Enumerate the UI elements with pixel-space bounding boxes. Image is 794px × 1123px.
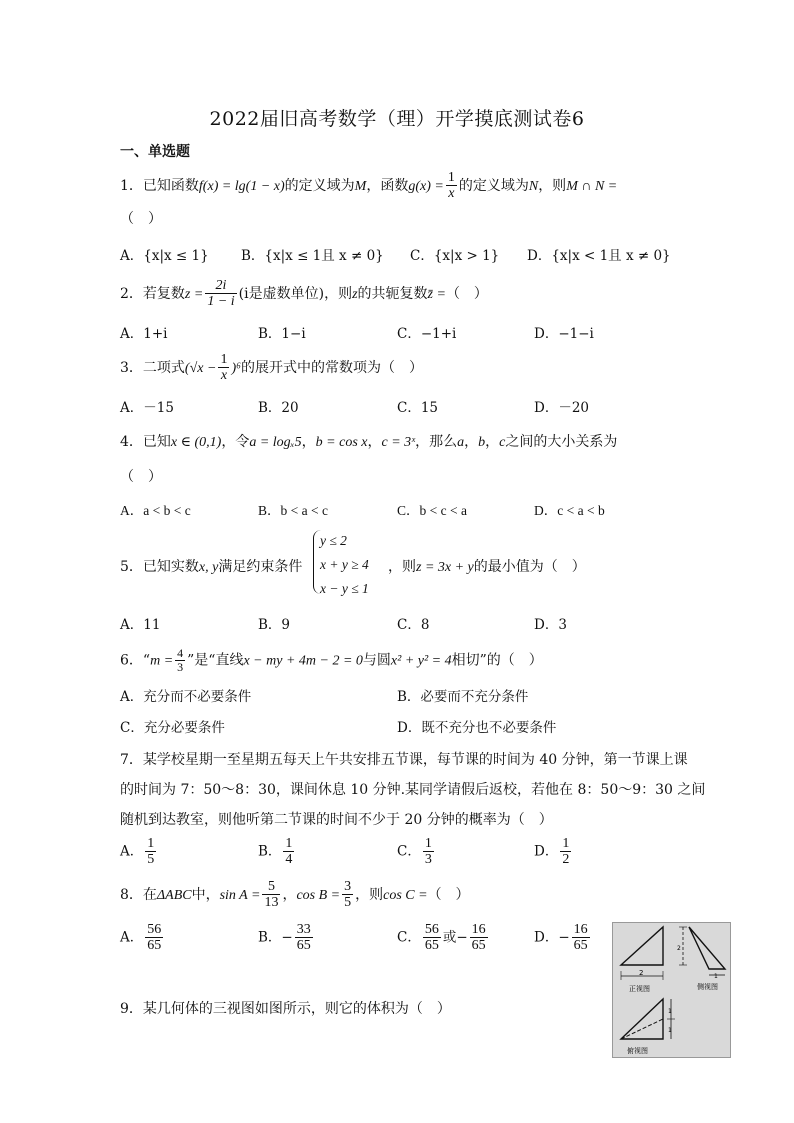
q1-option-b[interactable]: B．{x|x ≤ 1且 x ≠ 0} [241, 248, 384, 264]
option-fraction [295, 922, 313, 954]
q2-paren: （ ） [445, 285, 488, 302]
q3-power: )⁶ [231, 360, 241, 376]
three-view-drawing [613, 923, 730, 1057]
fraction-numerator: 5 [267, 879, 275, 894]
q5-objective: z = 3x + y [416, 560, 474, 575]
fraction-denominator: 3 [177, 660, 184, 675]
page-title: 2022届旧高考数学（理）开学摸底测试卷6 [209, 108, 585, 130]
q5-text: 的最小值为（ ） [473, 559, 586, 575]
q4-option-b[interactable]: B．b < a < c [258, 503, 328, 518]
fraction-denominator: 4 [285, 852, 293, 868]
q8-text: 8．在 [120, 886, 157, 903]
q1-text: 的定义域为 [458, 177, 529, 194]
q5-option-c[interactable]: C．8 [397, 617, 430, 633]
question-5-lead [120, 556, 302, 576]
q6-text: 6．“ [120, 652, 151, 669]
option-fraction [145, 836, 156, 868]
option-fraction [423, 922, 441, 954]
q7-option-c[interactable] [397, 836, 436, 868]
q8-text: ，则 [355, 886, 384, 903]
q5-option-b[interactable]: B．9 [258, 617, 291, 633]
q3-option-c[interactable]: C．15 [397, 400, 439, 416]
fraction-denominator: 65 [147, 938, 162, 954]
question-4 [120, 431, 617, 451]
q4-text: 4．已知 [120, 434, 171, 450]
q8-cos: cos B = [296, 887, 341, 903]
q4-text: ，那么 [415, 434, 458, 450]
q1-text: ，函数 [366, 177, 409, 194]
q7-option-d[interactable] [534, 836, 573, 868]
fraction-numerator: 16 [471, 922, 486, 937]
q5-option-d[interactable]: D．3 [534, 617, 567, 633]
q6-m: m = [150, 653, 174, 669]
q4-option-c[interactable]: C．b < c < a [397, 503, 467, 518]
q8-option-d[interactable] [534, 922, 592, 954]
q1-func-g: g(x) = [408, 178, 444, 194]
question-7-line-1: 7．某学校星期一至星期五每天上午共安排五节课，每节课的时间为 40 分钟，第一节课上课 [120, 752, 688, 768]
fraction-denominator: 65 [424, 938, 439, 954]
q4-c-def: c = 3ˣ [381, 435, 416, 450]
q1-func-f: f(x) = lg(1 − x) [198, 178, 285, 194]
q4-text: ， [485, 434, 500, 450]
q2-option-b[interactable]: B．1−i [258, 326, 306, 342]
side-width-label: 1 [714, 973, 718, 980]
option-fraction [560, 836, 571, 868]
option-fraction [423, 836, 434, 868]
question-7-line-3: 随机到达教室，则他听第二节课的时间不少于 20 分钟的概率为（ ） [120, 812, 553, 828]
q1-paren: （ ） [120, 211, 162, 227]
q4-var: a [457, 435, 465, 450]
q1-set-m: M [354, 178, 367, 194]
fraction-numerator: 1 [424, 836, 432, 851]
q2-text: 的共轭复数 [357, 285, 428, 302]
q1-set-n: N [528, 178, 539, 194]
q4-b-def: b = cos x [315, 435, 368, 450]
height-label: 2 [677, 945, 681, 952]
question-6 [120, 647, 543, 674]
fraction-numerator: 33 [296, 922, 311, 937]
question-9: 9．某几何体的三视图如图所示，则它的体积为（ ） [120, 1001, 451, 1017]
option-label: D．− [534, 929, 570, 946]
question-8 [120, 879, 470, 911]
fraction-numerator: 3 [344, 879, 352, 894]
q8-paren: （ ） [427, 886, 470, 903]
fraction-denominator: 5 [344, 895, 352, 911]
fraction-denominator: 5 [147, 852, 155, 868]
option-fraction [145, 922, 163, 954]
fraction-denominator: 65 [471, 938, 486, 954]
q2-text: 2．若复数 [120, 285, 185, 302]
q3-binomial: (√x − [184, 360, 217, 376]
option-fraction [572, 922, 590, 954]
front-view-label: 正视图 [629, 985, 650, 993]
q2-option-d[interactable]: D．−1−i [534, 326, 594, 342]
q5-vars: x, y [198, 560, 219, 575]
q1-fraction [446, 170, 457, 202]
q2-conjugate: z̄ = [427, 286, 446, 302]
question-3 [120, 352, 423, 384]
q6-fraction [175, 647, 185, 674]
q2-fraction [205, 278, 236, 310]
q6-text: 相切”的（ ） [451, 652, 543, 669]
q4-var: b [478, 435, 486, 450]
q5-text: 5．已知实数 [120, 559, 199, 575]
fraction-numerator: 1 [285, 836, 293, 851]
option-connector: 或− [442, 929, 468, 946]
side-view-label: 侧视图 [697, 983, 718, 991]
q6-text: 与圆 [362, 652, 391, 669]
q4-text: 之间的大小关系为 [505, 434, 618, 450]
q5-constraint-system [313, 530, 384, 594]
q1-text: 的定义域为 [284, 177, 355, 194]
q6-option-b[interactable]: B．必要而不充分条件 [397, 689, 529, 705]
q8-option-a[interactable] [120, 922, 165, 954]
q8-option-c[interactable] [397, 922, 490, 954]
question-7-line-2: 的时间为 7：50～8：30，课间休息 10 分钟.某同学请假后返校，若他在 8：50～9：30 之间 [120, 782, 706, 798]
fraction-numerator: 1 [447, 170, 455, 185]
option-label: A． [120, 929, 144, 946]
q3-fraction [218, 352, 229, 384]
fraction-numerator: 56 [424, 922, 439, 937]
q1-text: 1．已知函数 [120, 177, 199, 194]
fraction-denominator: x [446, 185, 457, 201]
front-width-label: 2 [639, 969, 644, 977]
q7-option-b[interactable] [258, 836, 296, 868]
fraction-numerator: 2i [215, 278, 227, 293]
option-label: B． [258, 843, 282, 860]
side-view-triangle [689, 927, 725, 969]
q4-domain: x ∈ (0,1) [170, 435, 222, 450]
q2-text: (i是虚数单位)，则 [238, 285, 353, 302]
question-5-tail [388, 556, 586, 576]
fraction-denominator: 1 − i [207, 294, 235, 310]
q6-option-d[interactable]: D．既不充分也不必要条件 [397, 720, 557, 736]
q8-fraction [342, 879, 353, 911]
option-label: D． [534, 843, 559, 860]
q2-z: z = [184, 286, 204, 302]
fraction-denominator: 3 [424, 852, 432, 868]
fraction-numerator: 4 [177, 646, 184, 660]
q1-option-d[interactable]: D．{x|x < 1且 x ≠ 0} [527, 248, 671, 264]
q8-text: 中， [191, 886, 220, 903]
fraction-numerator: 16 [573, 922, 588, 937]
q5-constraint: x − y ≤ 1 [320, 581, 369, 596]
section-heading: 一、单选题 [120, 144, 190, 160]
q6-text: ”是“直线 [187, 652, 244, 669]
three-view-figure [612, 922, 731, 1058]
q1-intersection: M ∩ N = [566, 178, 618, 194]
option-fraction [470, 922, 488, 954]
q6-option-a[interactable]: A．充分而不必要条件 [120, 689, 252, 705]
option-label: C． [397, 843, 421, 860]
fraction-denominator: 65 [573, 938, 588, 954]
q4-option-a[interactable]: A．a < b < c [120, 503, 191, 518]
q4-paren: （ ） [120, 469, 162, 485]
q5-constraint: x + y ≥ 4 [320, 557, 369, 572]
q8-triangle: ΔABC [156, 887, 192, 903]
option-label: C． [397, 929, 421, 946]
q6-circle-eq: x² + y² = 4 [390, 653, 452, 669]
q3-text: 3．二项式 [120, 359, 185, 376]
q1-option-a[interactable]: A．{x|x ≤ 1} [120, 248, 209, 264]
fraction-denominator: 2 [562, 852, 570, 868]
q4-text: ， [367, 434, 382, 450]
option-label: B．− [258, 929, 293, 946]
q6-option-c[interactable]: C．充分必要条件 [120, 720, 225, 736]
q1-option-c[interactable]: C．{x|x > 1} [410, 248, 500, 264]
q3-option-b[interactable]: B．20 [258, 400, 299, 416]
q4-text: ， [301, 434, 316, 450]
q5-option-a[interactable]: A．11 [120, 617, 161, 633]
fraction-numerator: 1 [147, 836, 155, 851]
fraction-denominator: 65 [296, 938, 311, 954]
top-dim-label: 1 [668, 1008, 672, 1015]
q3-option-d[interactable]: D．－20 [534, 400, 590, 416]
q2-option-c[interactable]: C．−1+i [397, 326, 457, 342]
q1-text: ，则 [538, 177, 567, 194]
front-view-triangle [621, 927, 663, 965]
top-dim-label: 1 [668, 1027, 672, 1034]
q3-text: 的展开式中的常数项为（ ） [240, 359, 423, 376]
q8-cosc: cos C = [383, 887, 428, 903]
q5-constraint: y ≤ 2 [320, 533, 347, 548]
option-label: A． [120, 843, 144, 860]
q2-z: z [352, 286, 358, 302]
fraction-numerator: 56 [147, 922, 162, 937]
q3-option-a[interactable]: A．－15 [120, 400, 174, 416]
q4-text: ， [464, 434, 479, 450]
top-view-hidden-edge [621, 1019, 663, 1039]
fraction-numerator: 1 [562, 836, 570, 851]
q4-a-def: a = logₓ5 [249, 435, 302, 450]
fraction-denominator: x [218, 367, 229, 383]
q4-option-d[interactable]: D．c < a < b [534, 503, 605, 518]
option-fraction [283, 836, 294, 868]
q8-fraction [262, 879, 280, 911]
q8-sin: sin A = [219, 887, 261, 903]
q2-option-a[interactable]: A．1+i [120, 326, 168, 342]
q8-option-b[interactable] [258, 922, 315, 954]
q5-text: ，则 [388, 559, 416, 575]
q5-text: 满足约束条件 [218, 559, 303, 575]
fraction-numerator: 1 [220, 352, 228, 367]
q4-var: c [499, 435, 506, 450]
top-view-triangle [621, 999, 663, 1039]
q8-text: ， [282, 886, 297, 903]
question-2 [120, 278, 488, 310]
q4-text: ，令 [221, 434, 250, 450]
fraction-denominator: 13 [264, 895, 279, 911]
q7-option-a[interactable] [120, 836, 158, 868]
top-view-label: 俯视图 [627, 1047, 648, 1055]
question-1 [120, 170, 617, 202]
q6-line-eq: x − my + 4m − 2 = 0 [243, 653, 363, 669]
